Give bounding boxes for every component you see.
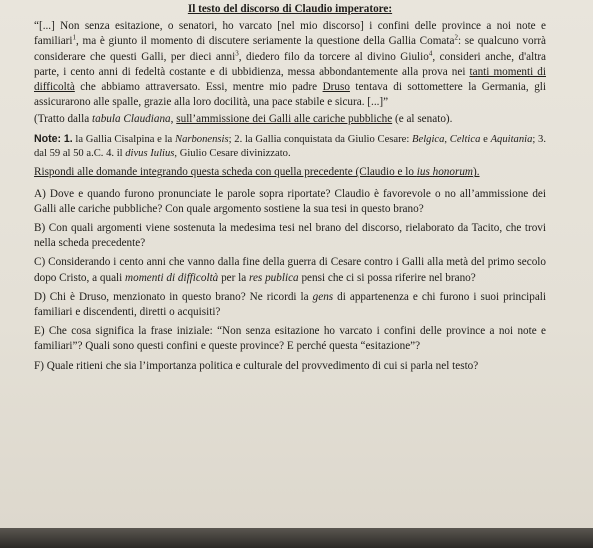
question-c: C) Considerando i cento anni che vanno dalla fine della guerra di Cesare contro i Galli alla metà del primo secolo dopo Cristo, a quali momenti di difficoltà per la res publica pensi che ci si possa riferire nel brano? xyxy=(34,256,546,284)
question-b: B) Con quali argomenti viene sostenuta la medesima tesi nel brano del discorso, rielaborato da Tacito, che trovi nella scheda precedente? xyxy=(34,222,546,250)
source-citation: (Tratto dalla tabula Claudiana, sull’ammissione dei Galli alle cariche pubbliche (e al senato). xyxy=(34,113,453,126)
underlined-phrase: tanti momenti di difficoltà xyxy=(34,65,546,94)
question-a: A) Dove e quando furono pronunciate le parole sopra riportate? Claudio è favorevole o no all’ammissione dei Galli alle cariche pubbliche? Con quale argomento sostiene la sua tesi in questo brano? xyxy=(34,187,546,215)
page-bottom-edge xyxy=(0,528,593,548)
note-ref-1: 1 xyxy=(72,33,77,42)
footnotes: Note: 1. la Gallia Cisalpina e la Narbonensis; 2. la Gallia conquistata da Giulio Cesare: Belgica, Celtica e Aquitania; 3. dal 59 al 50 a.C. 4. il divus Iulius, Giulio Cesare divinizzato. xyxy=(34,132,547,160)
instruction-line: Rispondi alle domande integrando questa scheda con quella precedente (Claudio e lo ius honorum). xyxy=(34,166,480,179)
document-content xyxy=(34,2,546,378)
document-title: Il testo del discorso di Claudio imperatore: xyxy=(187,3,393,15)
note-ref-3: 3 xyxy=(235,48,239,57)
note-ref-4: 4 xyxy=(428,48,433,57)
note-ref-2: 2 xyxy=(454,33,458,42)
question-f: F) Quale ritieni che sia l’importanza politica e culturale del provvedimento di cui si parla nel testo? xyxy=(34,359,479,372)
druso-underlined: Druso xyxy=(322,81,350,94)
question-d: D) Chi è Druso, menzionato in questo brano? Ne ricordi la gens di appartenenza e chi furono i suoi principali familiari e discendenti, diretti o acquisiti? xyxy=(34,290,547,319)
question-e: E) Che cosa significa la frase iniziale: “Non senza esitazione ho varcato i confini delle province a noi note e familiari”? Quali sono questi confini e queste province? E perché questa “esitazione”? xyxy=(34,325,546,353)
claudius-speech-quote: “[...] Non senza esitazione, o senatori, ho varcato [nel mio discorso] i confini delle province a noi note e familiari$^1$, ma è giunto il momento di discutere seriamente la questione della Gallia Comata$^2$: se qualcuno vorrà considerare che questi Galli, per dieci anni$^3$, diedero filo da torcere al divino Giulio$^4$, consideri anche, d'altra parte, i cento anni di fedeltà costante e di ubbidienza, messa abbondantemente alla prova nei tanti momenti di difficoltà che abbiamo attraversato. Essi, mentre mio padre Druso tentava di sottomettere la Germania, gli assicurarono alle spalle, grazie alla loro docilità, una pace stabile e sicura. [...]” xyxy=(34,20,547,109)
